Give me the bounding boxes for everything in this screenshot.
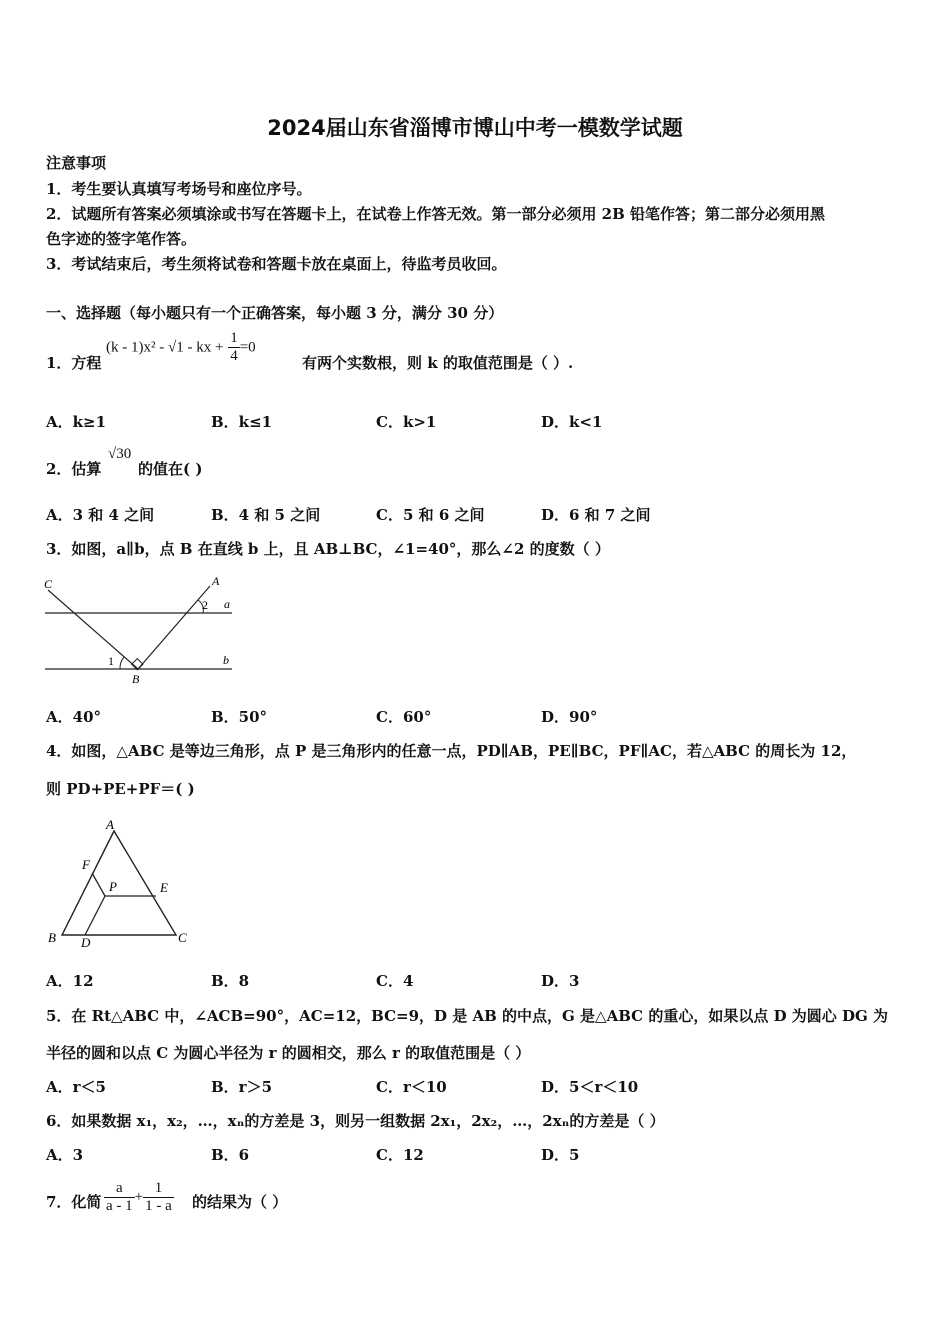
q3-option-c: C．60° bbox=[376, 708, 432, 726]
q1-eq-main: (k - 1)x² - √1 - kx + bbox=[106, 339, 224, 356]
q4-figure bbox=[42, 815, 197, 950]
q4-option-c: C．4 bbox=[376, 972, 414, 990]
section-heading: 一、选择题（每小题只有一个正确答案，每小题 3 分，满分 30 分） bbox=[46, 304, 504, 322]
angle-1-arc bbox=[120, 657, 124, 669]
q1-option-a: A．k≥1 bbox=[46, 413, 107, 431]
q3-text: 3．如图，a∥b，点 B 在直线 b 上，且 AB⊥BC，∠1=40°，那么∠2 的度数（ ） bbox=[46, 540, 610, 558]
q2-suffix: 的值在( ) bbox=[138, 460, 203, 478]
triangle-abc bbox=[62, 831, 176, 935]
q6-option-c: C．12 bbox=[376, 1146, 424, 1164]
q7-f2-den: 1 - a bbox=[145, 1198, 172, 1214]
q2-option-c: C．5 和 6 之间 bbox=[376, 506, 485, 524]
q7-f1-num: a bbox=[115, 1180, 123, 1196]
q7-fraction-2 bbox=[143, 1180, 174, 1215]
notice-item: 2．试题所有答案必须填涂或书写在答题卡上，在试卷上作答无效。第一部分必须用 2B 铅笔作答；第二部分必须用黑 bbox=[46, 205, 826, 223]
q1-eq-fraction bbox=[228, 330, 240, 365]
q4-option-a: A．12 bbox=[46, 972, 94, 990]
notice-item: 3．考试结束后，考生须将试卷和答题卡放在桌面上，待监考员收回。 bbox=[46, 255, 507, 273]
q4-line2: 则 PD+PE+PF＝( ) bbox=[46, 780, 195, 798]
notice-item: 色字迹的签字笔作答。 bbox=[46, 230, 197, 248]
line-bc bbox=[48, 590, 138, 669]
label-e: E bbox=[160, 880, 168, 895]
q6-option-a: A．3 bbox=[46, 1146, 84, 1164]
q5-option-a: A．r＜5 bbox=[46, 1078, 106, 1096]
q1-eq-num: 1 bbox=[230, 330, 238, 346]
q1-option-d: D．k<1 bbox=[541, 413, 603, 431]
label-p: P bbox=[109, 879, 117, 894]
q6-option-d: D．5 bbox=[541, 1146, 580, 1164]
q5-line1: 5．在 Rt△ABC 中，∠ACB=90°，AC=12，BC=9，D 是 AB 的中点，G 是△ABC 的重心，如果以点 D 为圆心 DG 为 bbox=[46, 1007, 889, 1025]
label-angle-2: 2 bbox=[202, 598, 208, 612]
segment-pd bbox=[85, 896, 105, 935]
q1-eq-den: 4 bbox=[230, 348, 238, 364]
q1-option-b: B．k≤1 bbox=[211, 413, 273, 431]
q5-line2: 半径的圆和以点 C 为圆心半径为 r 的圆相交，那么 r 的取值范围是（ ） bbox=[46, 1044, 531, 1062]
q2-option-b: B．4 和 5 之间 bbox=[211, 506, 321, 524]
label-a-point: A bbox=[212, 574, 220, 588]
q7-prefix: 7．化简 bbox=[46, 1193, 102, 1211]
q7-plus: + bbox=[134, 1189, 144, 1205]
q6-text: 6．如果数据 x₁，x₂，…，xₙ的方差是 3，则另一组数据 2x₁，2x₂，…，2xₙ的方差是（ ） bbox=[46, 1112, 665, 1130]
q5-option-d: D．5＜r＜10 bbox=[541, 1078, 639, 1096]
page-title: 2024届山东省淄博市博山中考一模数学试题 bbox=[267, 116, 683, 140]
q2-option-a: A．3 和 4 之间 bbox=[46, 506, 155, 524]
label-line-b: b bbox=[223, 653, 229, 667]
label-line-a: a bbox=[224, 597, 230, 611]
q2-prefix: 2．估算 bbox=[46, 460, 102, 478]
label-angle-1: 1 bbox=[108, 654, 114, 668]
q4-option-b: B．8 bbox=[211, 972, 250, 990]
notice-item: 1．考生要认真填写考场号和座位序号。 bbox=[46, 180, 312, 198]
q2-radical: √30 bbox=[108, 446, 132, 462]
q7-f2-num: 1 bbox=[154, 1180, 163, 1196]
label-b-point: B bbox=[132, 672, 140, 686]
q1-option-c: C．k>1 bbox=[376, 413, 437, 431]
label-a: A bbox=[106, 817, 114, 832]
q3-option-a: A．40° bbox=[46, 708, 102, 726]
notice-heading: 注意事项 bbox=[46, 154, 107, 172]
q2-option-d: D．6 和 7 之间 bbox=[541, 506, 651, 524]
q7-suffix: 的结果为（ ） bbox=[192, 1193, 288, 1211]
q3-option-b: B．50° bbox=[211, 708, 268, 726]
q5-option-c: C．r＜10 bbox=[376, 1078, 447, 1096]
label-c: C bbox=[178, 930, 187, 945]
label-c: C bbox=[44, 577, 53, 591]
q1-equation bbox=[106, 330, 256, 365]
q4-line1: 4．如图，△ABC 是等边三角形，点 P 是三角形内的任意一点，PD∥AB，PE∥BC，PF∥AC，若△ABC 的周长为 12， bbox=[46, 742, 857, 760]
q7-expression bbox=[104, 1180, 174, 1215]
q1-eq-tail: =0 bbox=[239, 339, 256, 356]
q3-figure bbox=[40, 572, 240, 687]
q3-option-d: D．90° bbox=[541, 708, 598, 726]
q4-option-d: D．3 bbox=[541, 972, 580, 990]
line-ab bbox=[138, 586, 210, 669]
label-b: B bbox=[48, 930, 56, 945]
q1-prefix: 1．方程 bbox=[46, 354, 102, 372]
q1-suffix: 有两个实数根，则 k 的取值范围是（ ）. bbox=[302, 354, 574, 372]
label-d: D bbox=[81, 935, 91, 950]
label-f: F bbox=[82, 857, 90, 872]
q6-option-b: B．6 bbox=[211, 1146, 250, 1164]
q7-f1-den: a - 1 bbox=[106, 1198, 133, 1214]
segment-pf bbox=[92, 873, 105, 896]
q5-option-b: B．r＞5 bbox=[211, 1078, 273, 1096]
q7-fraction-1 bbox=[104, 1180, 135, 1215]
